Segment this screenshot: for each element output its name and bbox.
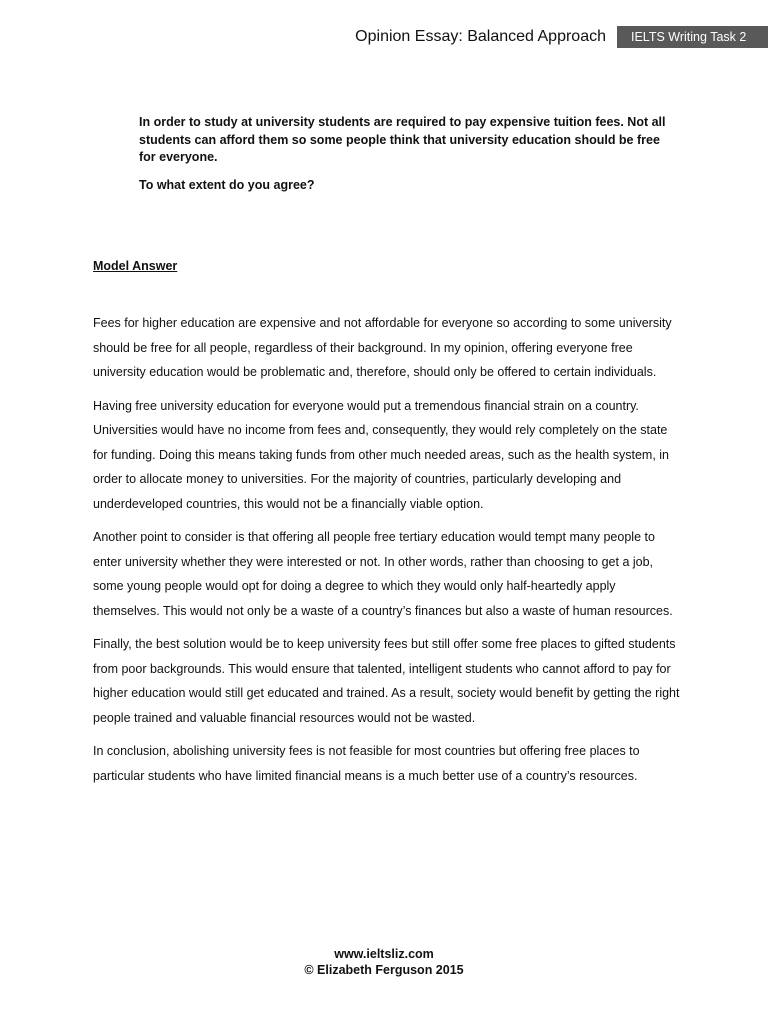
footer-copyright: © Elizabeth Ferguson 2015 (304, 963, 464, 977)
question-prompt: In order to study at university students are required to pay expensive tuition fees. Not all students can afford them so some people think that university education should be free for everyone. (139, 115, 666, 164)
answer-paragraph-conclusion: In conclusion, abolishing university fees is not feasible for most countries but offering free places to particular students who have limited financial means is a much better use of a country’s resources. (93, 744, 640, 783)
document-title: Opinion Essay: Balanced Approach (355, 28, 606, 45)
essay-question (139, 114, 679, 194)
model-answer-heading: Model Answer (93, 259, 178, 273)
answer-paragraph-body-2: Another point to consider is that offering all people free tertiary education would tempt many people to enter university whether they were interested or not. In other words, rather than choosing to get a job, some young people would opt for doing a degree to which they would only half-heartedly apply themselves. This would not only be a waste of a country’s finances but also a waste of human resources. (93, 530, 673, 618)
answer-paragraph-body-1: Having free university education for everyone would put a tremendous financial strain on a country. Universities would have no income from fees and, consequently, they would rely completely on the state for funding. Doing this means taking funds from other much needed areas, such as the health system, in order to allocate money to universities. For the majority of countries, particularly developing and underdeveloped countries, this would not be a financially viable option. (93, 398, 670, 511)
page-footer (0, 946, 768, 978)
task-badge: IELTS Writing Task 2 (617, 26, 768, 48)
answer-paragraph-intro: Fees for higher education are expensive and not affordable for everyone so according to some university should be free for all people, regardless of their background. In my opinion, offering everyone free university education would be problematic and, therefore, should only be offered to certain individuals. (93, 316, 672, 379)
footer-website: www.ieltsliz.com (334, 947, 434, 961)
question-ask: To what extent do you agree? (139, 177, 315, 192)
model-answer-body (93, 311, 683, 797)
answer-paragraph-body-3: Finally, the best solution would be to keep university fees but still offer some free places to gifted students from poor backgrounds. This would ensure that talented, intelligent students who cannot afford to pay for higher education would still get educated and trained. As a result, society would benefit by getting the right people trained and valuable financial resources would not be wasted. (93, 637, 680, 725)
